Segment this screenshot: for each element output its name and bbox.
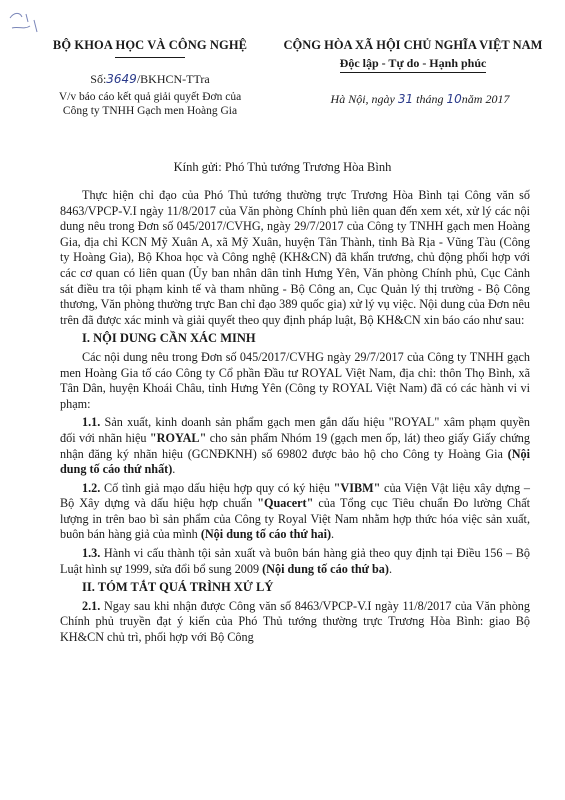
national-motto: Độc lập - Tự do - Hạnh phúc [340,56,487,73]
handwritten-number: 3649 [106,72,137,86]
section-2-heading: II. TÓM TẮT QUÁ TRÌNH XỬ LÝ [82,580,274,595]
item-1-2: 1.2. Cố tình giả mạo dấu hiệu hợp quy có ký hiệu "VIBM" của Viện Vật liệu xây dựng – Bộ Xây dựng và dấu hiệu hợp chuẩn "Quacert" của Tổng cục Tiêu chuẩn Đo lường Chất lượng in trên bao bì sản phẩm của Công ty Royal Việt Nam nhằm hợp thức hóa việc sản xuất, buôn bán hàng giả của mình (Nội dung tố cáo thứ hai). [60,480,530,542]
document-subject: V/v báo cáo kết quả giải quyết Đơn của Công ty TNHH Gạch men Hoàng Gia [58,91,242,117]
handwritten-day: 31 [397,92,414,106]
issuer-underline [115,57,185,58]
document-number: Số:3649/BKHCN-TTra [90,72,210,86]
issuer-name: BỘ KHOA HỌC VÀ CÔNG NGHỆ [52,38,248,52]
national-header [268,38,558,73]
national-title: CỘNG HÒA XÃ HỘI CHỦ NGHĨA VIỆT NAM [283,38,543,52]
item-2-1: 2.1. Ngay sau khi nhận được Công văn số 8463/VPCP-V.I ngày 11/8/2017 của Văn phòng Chính phủ truyền đạt ý kiến của Phó Thủ tướng thường trực Trương Hòa Bình: giao Bộ KH&CN chủ trì, phối hợp với Bộ Công [60,598,530,645]
document-body [60,188,530,649]
item-1-1: 1.1. Sản xuất, kinh doanh sản phẩm gạch men gắn dấu hiệu "ROYAL" xâm phạm quyền đối với nhãn hiệu "ROYAL" cho sản phẩm Nhóm 19 (gạch men ốp, lát) theo giấy Giấy chứng nhận đăng ký nhãn hiệu (GCNĐKNH) số 69802 được bảo hộ cho Công ty Hoàng Gia (Nội dung tố cáo thứ nhất). [60,415,530,477]
issuer-block [40,38,260,58]
salutation: Kính gửi: Phó Thủ tướng Trương Hòa Bình [173,160,392,174]
document-date: Hà Nội, ngày 31 tháng 10năm 2017 [330,92,510,106]
intro-paragraph: Thực hiện chỉ đạo của Phó Thủ tướng thường trực Trương Hòa Bình tại Công văn số 8463/VPCP-V.I ngày 11/8/2017 của Văn phòng Chính phủ liên quan đến xem xét, xử lý các nội dung nêu trong Đơn số 045/2017/CVHG, ngày 29/7/2017 của Công ty TNHH gạch men Hoàng Gia, địa chỉ KCN Mỹ Xuân A, xã Mỹ Xuân, huyện Tân Thành, tỉnh Bà Rịa - Vũng Tàu (Công ty Hoàng Gia), Bộ Khoa học và Công nghệ (KH&CN) đã khẩn trương, chủ động phối hợp với các cơ quan có liên quan (Ủy ban nhân dân tỉnh Hưng Yên, Văn phòng Chính phủ, Cục Cảnh sát điều tra tội phạm kinh tế và tham nhũng - Bộ Công an, Cục Quản lý thị trường - Bộ Công thương, Văn phòng thường trực Ban chỉ đạo 389 quốc gia) xử lý vụ việc. Nội dung của Đơn nêu trên đã được xác minh và giải quyết theo quy định pháp luật, Bộ KH&CN xin báo cáo như sau: [60,188,530,327]
item-1-3: 1.3. Hành vi cấu thành tội sản xuất và buôn bán hàng giả theo quy định tại Điều 156 – Bộ Luật hình sự 1999, sửa đổi bổ sung 2009 (Nội dung tố cáo thứ ba). [60,546,530,576]
handwritten-month: 10 [446,92,462,106]
section-1-heading: I. NỘI DUNG CẦN XÁC MINH [82,331,256,346]
section-1-intro: Các nội dung nêu trong Đơn số 045/2017/CVHG ngày 29/7/2017 của Công ty TNHH gạch men Hoàng Gia tố cáo Công ty Cổ phần Đầu tư ROYAL Việt Nam, địa chỉ: thôn Thọ Bình, xã Tân Dân, huyện Khoái Châu, tỉnh Hưng Yên (Công ty ROYAL Việt Nam) đã có các hành vi vi phạm: [60,349,530,411]
